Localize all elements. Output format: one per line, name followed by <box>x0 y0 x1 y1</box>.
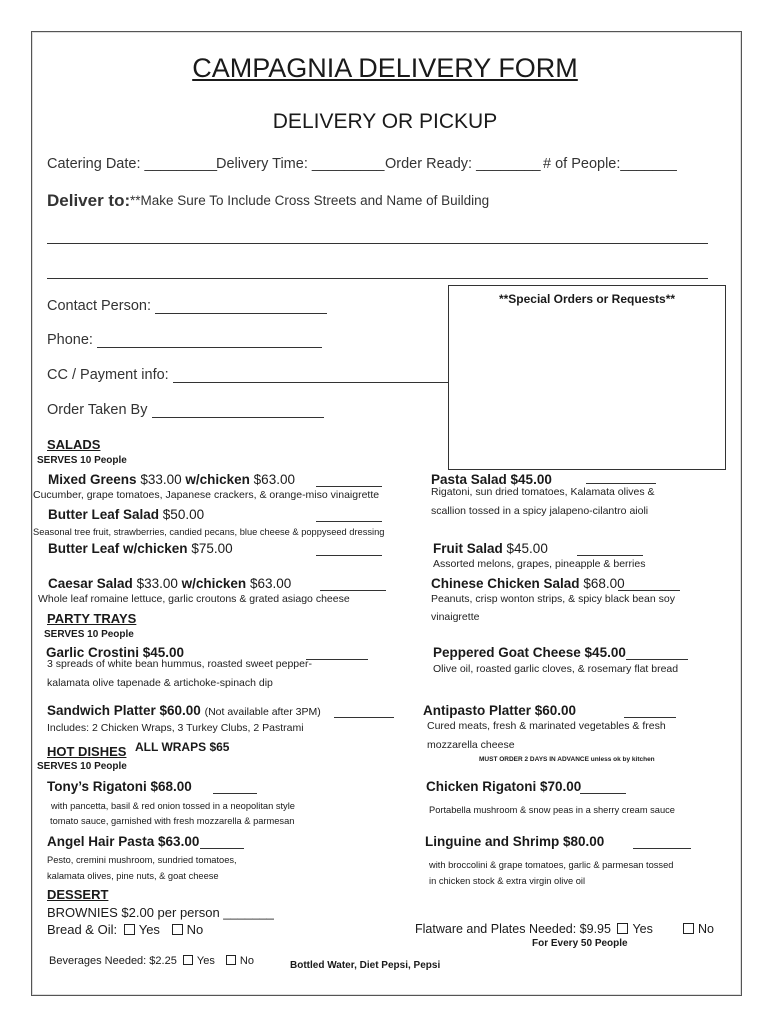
flatware-yes-label: Yes <box>632 922 653 936</box>
contact-person-field[interactable] <box>47 298 327 314</box>
beverages-row <box>49 955 254 967</box>
contact-person-label: Contact Person: <box>47 298 151 314</box>
linguine-shrimp-desc-2: in chicken stock & extra virgin olive oil <box>429 876 586 886</box>
brownies-field[interactable]: BROWNIES $2.00 per person _______ <box>47 905 274 920</box>
catering-date-field[interactable]: Catering Date: _________ <box>47 156 218 172</box>
pasta-salad-desc-1: Rigatoni, sun dried tomatoes, Kalamata olives & <box>431 486 655 498</box>
antipasto-item: Antipasto Platter $60.00 <box>423 703 577 718</box>
phone-label: Phone: <box>47 332 93 348</box>
flatware-no-option <box>680 922 714 936</box>
pasta-salad-item: Pasta Salad $45.00 <box>431 472 552 487</box>
butter-leaf-item: Butter Leaf Salad $50.00 <box>48 507 205 522</box>
flatware-label: Flatware and Plates Needed: $9.95 <box>415 922 611 936</box>
chicken-rigatoni-item: Chicken Rigatoni $70.00 <box>426 779 582 794</box>
sandwich-platter-item: Sandwich Platter $60.00 (Not available after 3PM) <box>47 703 321 718</box>
phone-field[interactable] <box>47 332 322 348</box>
flatware-yes-checkbox[interactable] <box>617 923 628 934</box>
deliver-to-note: **Make Sure To Include Cross Streets and Name of Building <box>130 193 490 208</box>
beverages-yes-checkbox[interactable] <box>183 955 193 965</box>
garlic-crostini-desc-2: kalamata olive tapenade & artichoke-spinach dip <box>47 677 273 689</box>
hot-dishes-heading: HOT DISHES <box>47 744 127 759</box>
bread-oil-yes-label: Yes <box>138 922 160 937</box>
angel-hair-item: Angel Hair Pasta $63.00 <box>47 834 200 849</box>
salads-heading: SALADS <box>47 437 101 452</box>
salads-serves: SERVES 10 People <box>37 455 127 466</box>
address-line-2[interactable] <box>47 278 708 279</box>
flatware-row <box>415 922 653 936</box>
deliver-to-label: Deliver to: <box>47 191 131 210</box>
hot-dishes-serves: SERVES 10 People <box>37 761 127 772</box>
caesar-qty-line[interactable] <box>320 590 386 591</box>
party-trays-serves: SERVES 10 People <box>44 629 134 640</box>
garlic-crostini-desc-1: 3 spreads of white bean hummus, roasted sweet pepper- <box>47 658 312 670</box>
order-taken-label: Order Taken By <box>47 402 148 418</box>
beverages-yes-label: Yes <box>196 955 215 967</box>
angel-hair-desc-2: kalamata olives, pine nuts, & goat cheese <box>47 871 219 881</box>
payment-field[interactable] <box>47 367 449 383</box>
chinese-chicken-item: Chinese Chicken Salad $68.00 <box>431 576 625 591</box>
butter-leaf-qty-line[interactable] <box>316 521 382 522</box>
antipasto-qty-line[interactable] <box>624 717 676 718</box>
mixed-greens-item: Mixed Greens $33.00 w/chicken $63.00 <box>48 472 295 487</box>
antipasto-desc-1: Cured meats, fresh & marinated vegetables & fresh <box>427 720 666 732</box>
people-count-field[interactable]: # of People:_______ <box>543 156 677 172</box>
mixed-greens-desc: Cucumber, grape tomatoes, Japanese crackers, & orange-miso vinaigrette <box>33 489 380 501</box>
angel-hair-qty-line[interactable] <box>200 848 244 849</box>
beverages-label: Beverages Needed: $2.25 <box>49 955 177 967</box>
antipasto-advance-note: MUST ORDER 2 DAYS IN ADVANCE unless ok by kitchen <box>479 756 655 763</box>
form-subtitle: DELIVERY OR PICKUP <box>272 110 498 133</box>
bread-oil-row <box>47 922 203 937</box>
flatware-no-label: No <box>698 922 714 936</box>
address-line-1[interactable] <box>47 243 708 244</box>
special-requests-title: **Special Orders or Requests** <box>498 292 676 306</box>
pasta-salad-qty-line[interactable] <box>586 483 656 484</box>
pasta-salad-desc-2: scallion tossed in a spicy jalapeno-cilantro aioli <box>431 505 649 517</box>
goat-cheese-qty-line[interactable] <box>626 659 688 660</box>
order-ready-field[interactable]: Order Ready: ________ <box>385 156 541 172</box>
chinese-chicken-desc-2: vinaigrette <box>431 611 480 623</box>
special-requests-box[interactable] <box>448 285 726 470</box>
form-title: CAMPAGNIA DELIVERY FORM <box>192 53 578 83</box>
caesar-desc: Whole leaf romaine lettuce, garlic croutons & grated asiago cheese <box>38 593 350 605</box>
order-taken-field[interactable] <box>47 402 324 418</box>
fruit-salad-desc: Assorted melons, grapes, pineapple & berries <box>433 558 646 570</box>
chinese-chicken-desc-1: Peanuts, crisp wonton strips, & spicy black bean soy <box>431 593 675 605</box>
bread-oil-label: Bread & Oil: <box>47 922 118 937</box>
goat-cheese-desc: Olive oil, roasted garlic cloves, & rosemary flat bread <box>433 663 679 675</box>
delivery-time-field[interactable]: Delivery Time: _________ <box>216 156 385 172</box>
party-trays-heading: PARTY TRAYS <box>47 611 137 626</box>
chicken-rigatoni-qty-line[interactable] <box>580 793 626 794</box>
linguine-shrimp-item: Linguine and Shrimp $80.00 <box>425 834 605 849</box>
angel-hair-desc-1: Pesto, cremini mushroom, sundried tomatoes, <box>47 855 237 865</box>
antipasto-desc-2: mozzarella cheese <box>427 739 515 751</box>
tonys-rigatoni-desc-2: tomato sauce, garnished with fresh mozzarella & parmesan <box>50 816 295 826</box>
fruit-salad-item: Fruit Salad $45.00 <box>433 541 548 556</box>
chicken-rigatoni-desc: Portabella mushroom & snow peas in a sherry cream sauce <box>429 805 675 815</box>
all-wraps-note: ALL WRAPS $65 <box>135 740 230 754</box>
goat-cheese-item: Peppered Goat Cheese $45.00 <box>433 645 626 660</box>
caesar-item: Caesar Salad $33.00 w/chicken $63.00 <box>48 576 292 591</box>
payment-label: CC / Payment info: <box>47 367 169 383</box>
fruit-salad-qty-line[interactable] <box>577 555 643 556</box>
garlic-crostini-item: Garlic Crostini $45.00 <box>46 645 185 660</box>
garlic-crostini-qty-line[interactable] <box>306 659 368 660</box>
bread-oil-yes-checkbox[interactable] <box>124 924 135 935</box>
bread-oil-no-checkbox[interactable] <box>172 924 183 935</box>
dessert-heading: DESSERT <box>47 887 109 902</box>
tonys-rigatoni-item: Tony’s Rigatoni $68.00 <box>47 779 192 794</box>
mixed-greens-qty-line[interactable] <box>316 486 382 487</box>
linguine-shrimp-qty-line[interactable] <box>633 848 691 849</box>
bread-oil-no-label: No <box>186 922 204 937</box>
flatware-no-checkbox[interactable] <box>683 923 694 934</box>
sandwich-desc: Includes: 2 Chicken Wraps, 3 Turkey Clubs, 2 Pastrami <box>47 722 304 734</box>
butter-leaf-chicken-qty-line[interactable] <box>316 555 382 556</box>
flatware-per-note: For Every 50 People <box>532 938 628 949</box>
butter-leaf-chicken-item: Butter Leaf w/chicken $75.00 <box>48 541 233 556</box>
sandwich-qty-line[interactable] <box>334 717 394 718</box>
linguine-shrimp-desc-1: with broccolini & grape tomatoes, garlic & parmesan tossed <box>429 860 674 870</box>
beverages-list: Bottled Water, Diet Pepsi, Pepsi <box>290 960 441 971</box>
chinese-chicken-qty-line[interactable] <box>618 590 680 591</box>
butter-leaf-desc: Seasonal tree fruit, strawberries, candied pecans, blue cheese & poppyseed dressing <box>33 527 385 537</box>
tonys-rigatoni-qty-line[interactable] <box>213 793 257 794</box>
tonys-rigatoni-desc-1: with pancetta, basil & red onion tossed in a neopolitan style <box>51 801 295 811</box>
beverages-no-checkbox[interactable] <box>226 955 236 965</box>
beverages-no-label: No <box>239 955 254 967</box>
